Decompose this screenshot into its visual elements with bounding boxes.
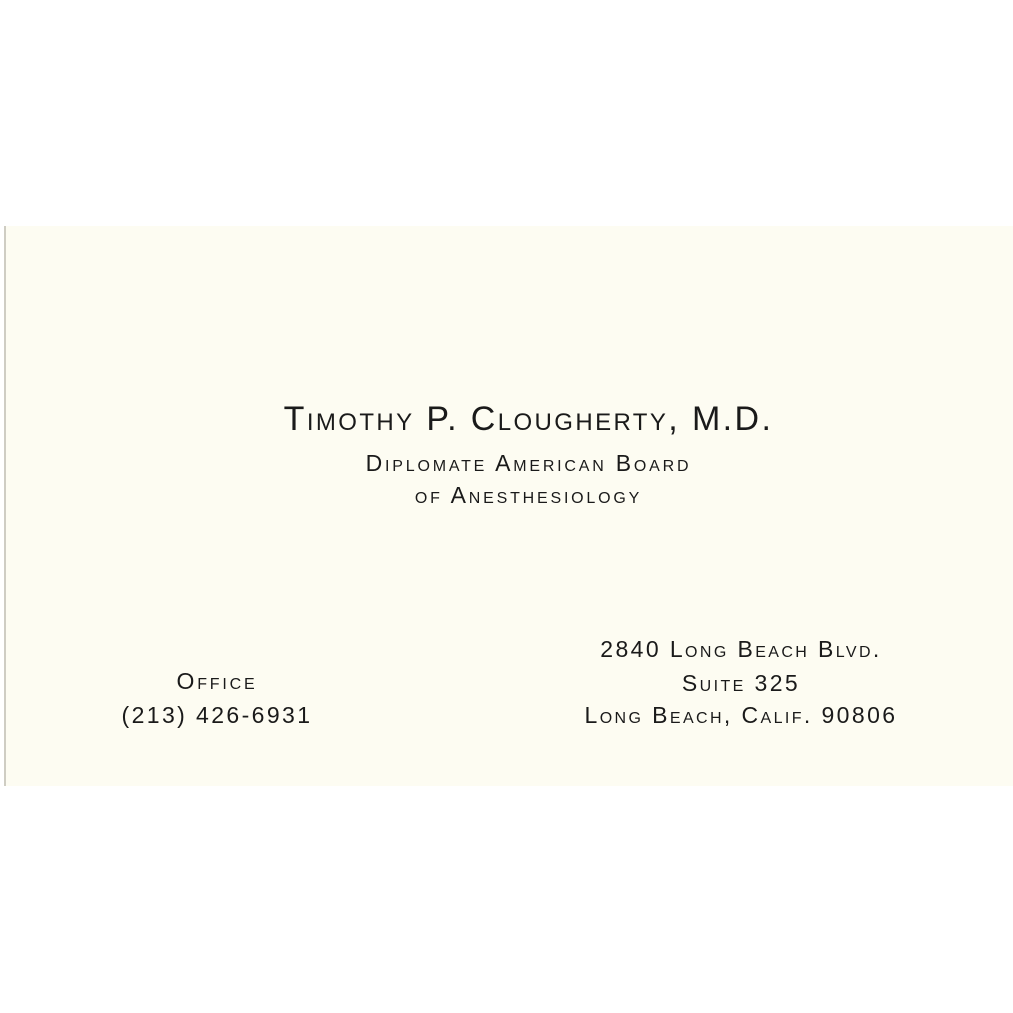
business-card (4, 226, 1013, 786)
address-city-state-zip: Long Beach, Calif. 90806 (584, 702, 898, 728)
office-label: Office (176, 668, 258, 694)
doctor-name: Timothy P. Clougherty, M.D. (283, 400, 774, 438)
address-suite: Suite 325 (681, 670, 801, 696)
credential-line-2: of Anesthesiology (414, 482, 643, 508)
credential-line-1: Diplomate American Board (365, 450, 692, 476)
office-phone: (213) 426-6931 (121, 702, 313, 728)
address-street: 2840 Long Beach Blvd. (600, 636, 882, 662)
